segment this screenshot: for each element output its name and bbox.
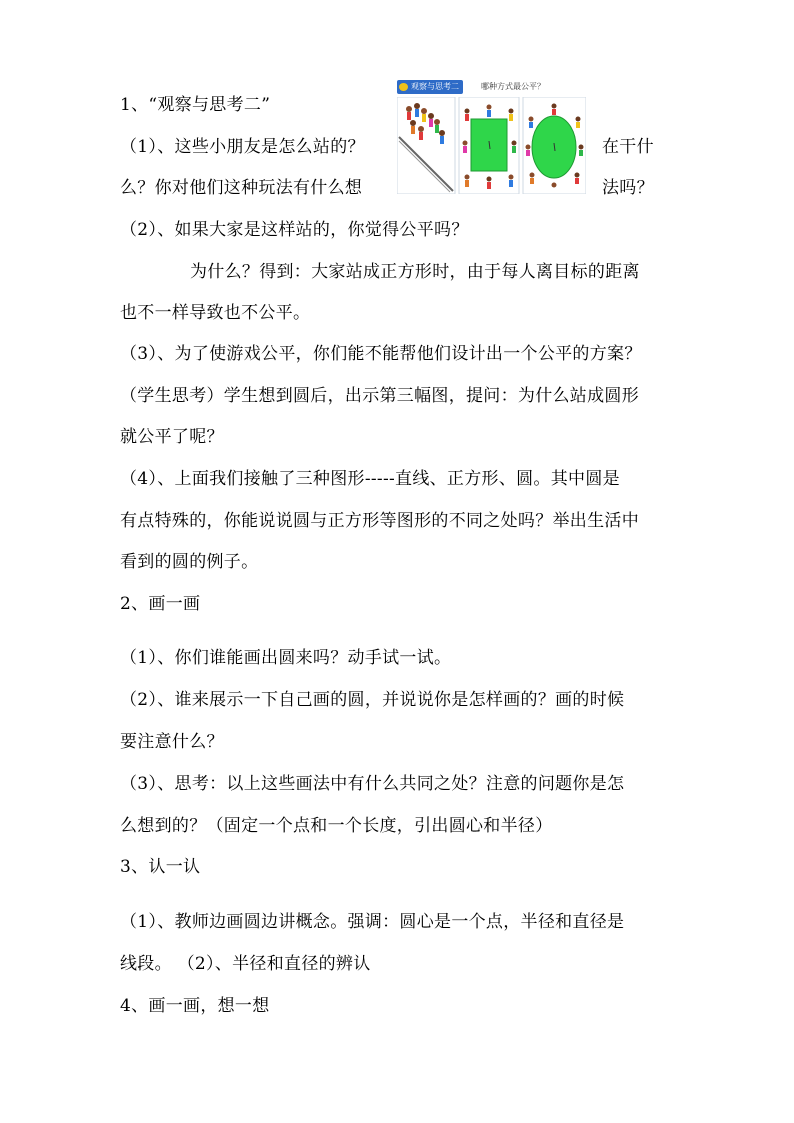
badge-dot-icon [399,83,408,91]
text-line: （2）、谁来展示一下自己画的圆，并说说你是怎样画的？画的时候 [120,690,625,710]
section-heading: 3、认一认 [120,857,201,877]
text-line: （4）、上面我们接触了三种图形-----直线、正方形、圆。其中圆是 [120,469,620,489]
text-line: 么？你对他们这种玩法有什么想 [120,178,363,198]
text-line: （2）、如果大家是这样站的，你觉得公平吗？ [120,220,469,240]
text-line: 有点特殊的，你能说说圆与正方形等图形的不同之处吗？举出生活中 [120,511,639,531]
illustration-question: 哪种方式最公平？ [481,82,545,91]
illustration-observe-think [397,79,586,194]
text-line: （1）、你们谁能画出圆来吗？动手试一试。 [120,648,452,668]
panel-line [397,97,455,194]
text-line: 线段。 （2）、半径和直径的辨认 [120,954,371,974]
illustration-panels [397,97,586,194]
text-line: 在干什 [602,137,654,157]
text-line: （3）、为了使游戏公平，你们能不能帮他们设计出一个公平的方案？ [120,344,642,364]
text-line: 就公平了呢？ [120,427,224,447]
text-line: （1）、这些小朋友是怎么站的？ [120,137,365,157]
text-line: （1）、教师边画圆边讲概念。强调：圆心是一个点，半径和直径是 [120,912,625,932]
text-line: 看到的圆的例子。 [120,552,259,572]
section-heading: 2、画一画 [120,594,201,614]
text-line: 1、“观察与思考二” [120,95,271,115]
text-line: 么想到的？（固定一个点和一个长度，引出圆心和半径） [120,816,553,836]
section-heading: 4、画一画，想一想 [120,996,270,1016]
panel-square [459,97,519,194]
panel-circle [523,97,586,194]
text-line: （3）、思考：以上这些画法中有什么共同之处？注意的问题你是怎 [120,774,625,794]
text-line: 要注意什么？ [120,732,224,752]
badge [397,80,463,94]
badge-label: 观察与思考二 [411,82,459,91]
illustration-header [397,79,586,96]
text-line: （学生思考）学生想到圆后，出示第三幅图，提问：为什么站成圆形 [120,386,639,406]
text-line: 也不一样导致也不公平。 [120,303,311,323]
text-line: 为什么？得到：大家站成正方形时，由于每人离目标的距离 [190,262,640,282]
text-line: 法吗？ [602,178,654,198]
